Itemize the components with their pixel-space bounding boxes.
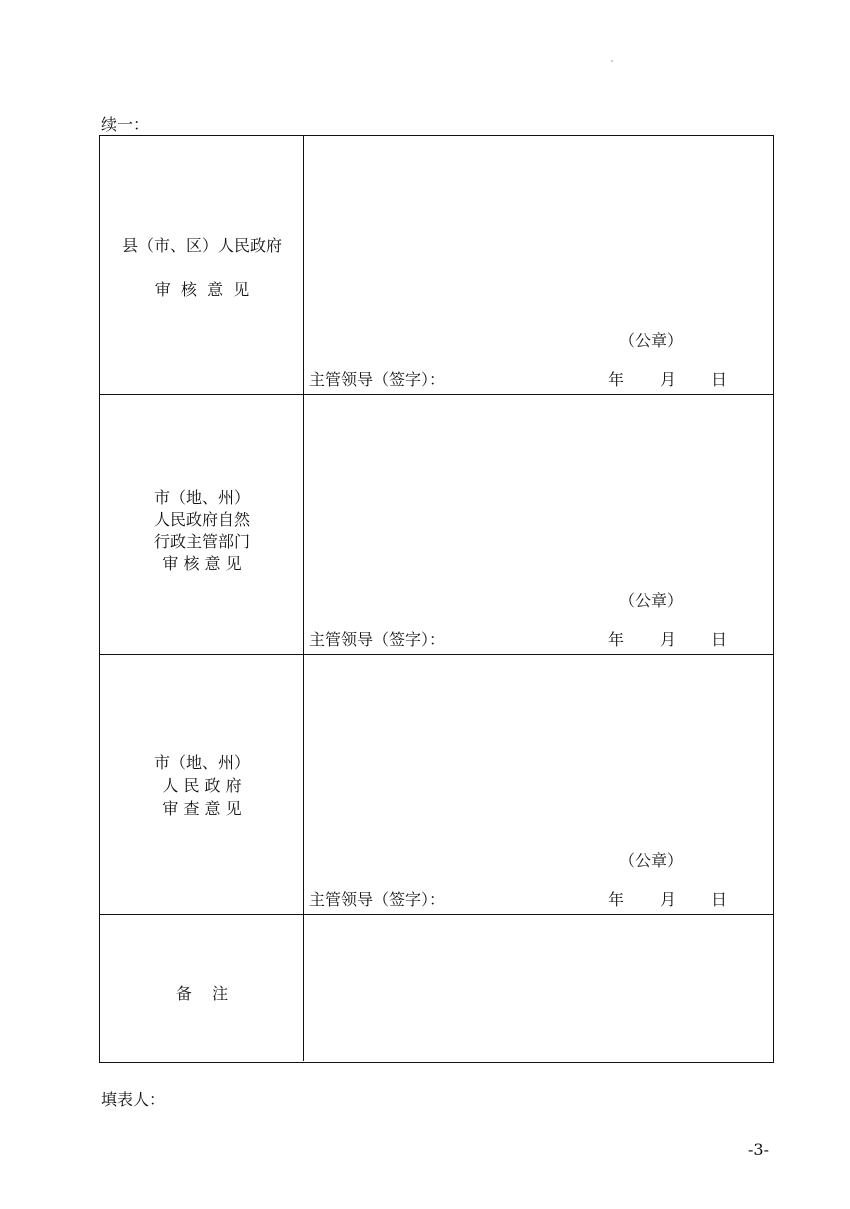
city-nature-review-label-cell [100,395,304,654]
county-date-year: 年 [608,370,625,389]
county-review-label-line-1: 县（市、区）人民政府 [121,236,282,255]
remarks-label-cell [100,915,304,1061]
city-gov-review-label-line-1: 市（地、州） [153,753,250,772]
county-date-month: 月 [660,370,677,389]
city-nature-review-row [100,395,773,655]
city-gov-review-row [100,655,773,915]
city-nature-date-month: 月 [660,630,677,649]
county-seal-label: （公章） [619,331,684,350]
county-review-label-line-2: 审 核 意 见 [154,280,250,299]
remarks-label: 备 注 [175,984,229,1003]
scan-speck [611,60,613,62]
city-gov-signature-label: 主管领导（签字）： [309,890,446,909]
city-nature-seal-label: （公章） [619,591,684,610]
remarks-row [100,915,773,1061]
county-review-label-cell [100,136,304,394]
city-nature-signature-label: 主管领导（签字）： [309,630,446,649]
city-nature-date-day: 日 [711,630,728,649]
city-nature-review-label-line-3: 行政主管部门 [153,532,250,551]
city-nature-review-label-line-1: 市（地、州） [153,488,250,507]
county-signature-label: 主管领导（签字）： [309,370,446,389]
county-review-row [100,136,773,395]
city-nature-review-label-line-4: 审 核 意 见 [162,554,242,573]
city-nature-review-label-line-2: 人民政府自然 [153,510,250,529]
filler-label: 填表人： [101,1090,166,1109]
city-gov-review-label-line-2: 人 民 政 府 [162,776,242,795]
county-date-day: 日 [711,370,728,389]
page-number: -3- [748,1140,769,1159]
continuation-label: 续一： [101,115,150,134]
city-gov-date-year: 年 [608,890,625,909]
city-gov-seal-label: （公章） [619,851,684,870]
review-form-table [99,135,774,1063]
city-gov-date-day: 日 [711,890,728,909]
city-nature-date-year: 年 [608,630,625,649]
city-gov-review-label-cell [100,655,304,914]
city-gov-review-label-line-3: 审 查 意 见 [162,799,242,818]
city-gov-date-month: 月 [660,890,677,909]
